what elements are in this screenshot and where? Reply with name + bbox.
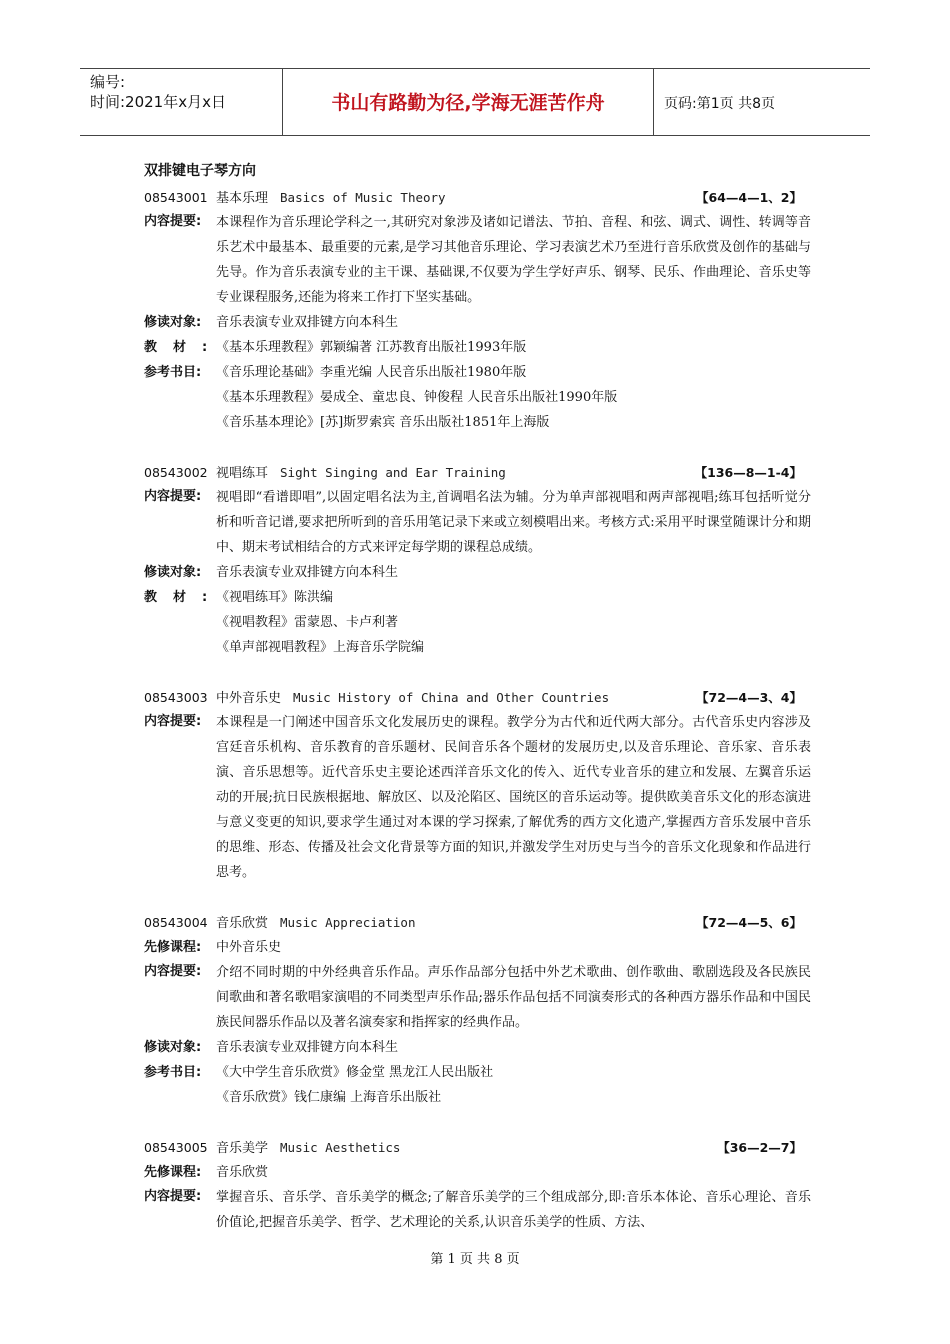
textbook-item: 《视唱教程》雷蒙恩、卡卢利著 [216,615,399,630]
course-summary: 视唱即“看谱即唱”,以固定唱名法为主,首调唱名法为辅。分为单声部视唱和两声部视唱;练耳包括听觉分析和听音记谱,要求把所听到的音乐用笔记录下来或立刻模唱出来。考核方式:采用平时课堂随课计分和期中、期末考试相结合的方式来评定每学期的课程总成绩。 [216,490,811,555]
course-heading [144,685,814,710]
course-entry [144,460,814,660]
course-summary: 本课程作为音乐理论学科之一,其研究对象涉及诸如记谱法、节拍、音程、和弦、调式、调性、转调等音乐艺术中最基本、最重要的元素,是学习其他音乐理论、学习表演艺术乃至进行音乐欣赏及创作的基础与先导。作为音乐表演专业的主干课、基础课,不仅要为学生学好声乐、钢琴、民乐、作曲理论、音乐史等专业课程服务,还能为将来工作打下坚实基础。 [216,215,811,305]
course-summary-row [144,485,814,560]
course-heading [144,910,814,935]
document-time-label: 时间:2021年x月x日 [90,93,226,111]
course-prereq-row [144,1160,814,1185]
course-audience: 音乐表演专业双排键方向本科生 [216,565,399,580]
course-heading [144,1135,814,1160]
document-body [144,160,814,1260]
course-heading [144,460,814,485]
course-entry [144,685,814,885]
course-audience-row [144,1035,814,1060]
header-bottom-rule [80,135,870,136]
audience-label: 修读对象: [144,565,202,580]
header-divider-right [653,68,654,135]
prereq-label: 先修课程: [144,940,202,955]
section-title: 双排键电子琴方向 [144,163,256,179]
prereq-label: 先修课程: [144,1165,202,1180]
course-hours: 【72—4—3、4】 [696,690,802,705]
course-prereq: 音乐欣赏 [216,1165,269,1180]
course-entry [144,910,814,1110]
course-summary-row [144,210,814,310]
ref-item: 《音乐理论基础》李重光编 人民音乐出版社1980年版 [216,365,527,380]
textbook-item: 《基本乐理教程》郭颖编著 江苏教育出版社1993年版 [216,340,527,355]
audience-label: 修读对象: [144,1040,202,1055]
course-hours: 【136—8—1-4】 [694,465,802,480]
course-textbook-row [144,635,814,660]
course-code: 08543003 [144,690,208,705]
ref-item: 《基本乐理教程》晏成全、童忠良、钟俊程 人民音乐出版社1990年版 [216,390,618,405]
course-heading [144,185,814,210]
course-name-en: Basics of Music Theory [280,190,446,205]
course-summary: 介绍不同时期的中外经典音乐作品。声乐作品部分包括中外艺术歌曲、创作歌曲、歌剧选段及各民族民间歌曲和著名歌唱家演唱的不同类型声乐作品;器乐作品包括不同演奏形式的各种西方器乐作品和中国民族民间器乐作品以及著名演奏家和指挥家的经典作品。 [216,965,811,1030]
course-name-en: Music History of China and Other Countries [293,690,610,705]
refs-label: 参考书目: [144,365,202,380]
course-refs-row [144,360,814,385]
ref-item: 《大中学生音乐欣赏》修金堂 黑龙江人民出版社 [216,1065,494,1080]
course-code: 08543004 [144,915,208,930]
course-name-cn: 视唱练耳 [216,466,269,481]
header-left-block [90,72,226,112]
course-name-cn: 音乐美学 [216,1141,269,1156]
summary-label: 内容提要: [144,714,202,729]
header-page-info: 页码:第1页 共8页 [664,96,775,112]
course-audience: 音乐表演专业双排键方向本科生 [216,315,399,330]
course-entry [144,1135,814,1235]
course-summary: 掌握音乐、音乐学、音乐美学的概念;了解音乐美学的三个组成部分,即:音乐本体论、音乐心理论、音乐价值论,把握音乐美学、哲学、艺术理论的关系,认识音乐美学的性质、方法、 [216,1190,811,1230]
course-prereq-row [144,935,814,960]
course-entry [144,185,814,435]
course-refs-row [144,385,814,410]
ref-item: 《音乐基本理论》[苏]斯罗索宾 音乐出版社1851年上海版 [216,415,550,430]
summary-label: 内容提要: [144,214,202,229]
document-number-label: 编号: [90,73,126,91]
textbook-label: 教材: [144,590,224,605]
page-footer: 第 1 页 共 8 页 [430,1252,520,1267]
ref-item: 《音乐欣赏》钱仁康编 上海音乐出版社 [216,1090,442,1105]
course-name-en: Music Aesthetics [280,1140,401,1155]
course-hours: 【72—4—5、6】 [696,915,802,930]
audience-label: 修读对象: [144,315,202,330]
course-code: 08543001 [144,190,208,205]
course-name-en: Music Appreciation [280,915,416,930]
summary-label: 内容提要: [144,1189,202,1204]
course-name-cn: 基本乐理 [216,191,269,206]
course-refs-row [144,410,814,435]
course-textbook-row [144,335,814,360]
header-motto: 书山有路勤为径,学海无涯苦作舟 [331,92,605,114]
textbook-item: 《视唱练耳》陈洪编 [216,590,334,605]
refs-label: 参考书目: [144,1065,202,1080]
course-audience-row [144,560,814,585]
course-prereq: 中外音乐史 [216,940,282,955]
course-summary: 本课程是一门阐述中国音乐文化发展历史的课程。教学分为古代和近代两大部分。古代音乐史内容涉及宫廷音乐机构、音乐教育的音乐题材、民间音乐各个题材的发展历史,以及音乐理论、音乐家、音乐表演、音乐思想等。近代音乐史主要论述西洋音乐文化的传入、近代专业音乐的建立和发展、左翼音乐运动的开展;抗日民族根据地、解放区、以及沦陷区、国统区的音乐运动等。提供欧美音乐文化的形态演进与意义变更的知识,要求学生通过对本课的学习探索,了解优秀的西方文化遗产,掌握西方音乐发展中音乐的思维、形态、传播及社会文化背景等方面的知识,并激发学生对历史与当今的音乐文化现象和作品进行思考。 [216,715,811,880]
textbook-label: 教材: [144,340,224,355]
course-refs-row [144,1060,814,1085]
course-name-cn: 中外音乐史 [216,691,282,706]
summary-label: 内容提要: [144,964,202,979]
course-summary-row [144,1185,814,1235]
course-name-en: Sight Singing and Ear Training [280,465,506,480]
course-refs-row [144,1085,814,1110]
course-code: 08543002 [144,465,208,480]
summary-label: 内容提要: [144,489,202,504]
course-hours: 【36—2—7】 [717,1140,802,1155]
course-hours: 【64—4—1、2】 [696,190,802,205]
course-name-cn: 音乐欣赏 [216,916,269,931]
course-audience: 音乐表演专业双排键方向本科生 [216,1040,399,1055]
course-summary-row [144,960,814,1035]
course-textbook-row [144,585,814,610]
course-audience-row [144,310,814,335]
course-code: 08543005 [144,1140,208,1155]
header-top-rule [80,68,870,69]
course-summary-row [144,710,814,885]
course-textbook-row [144,610,814,635]
textbook-item: 《单声部视唱教程》上海音乐学院编 [216,640,425,655]
